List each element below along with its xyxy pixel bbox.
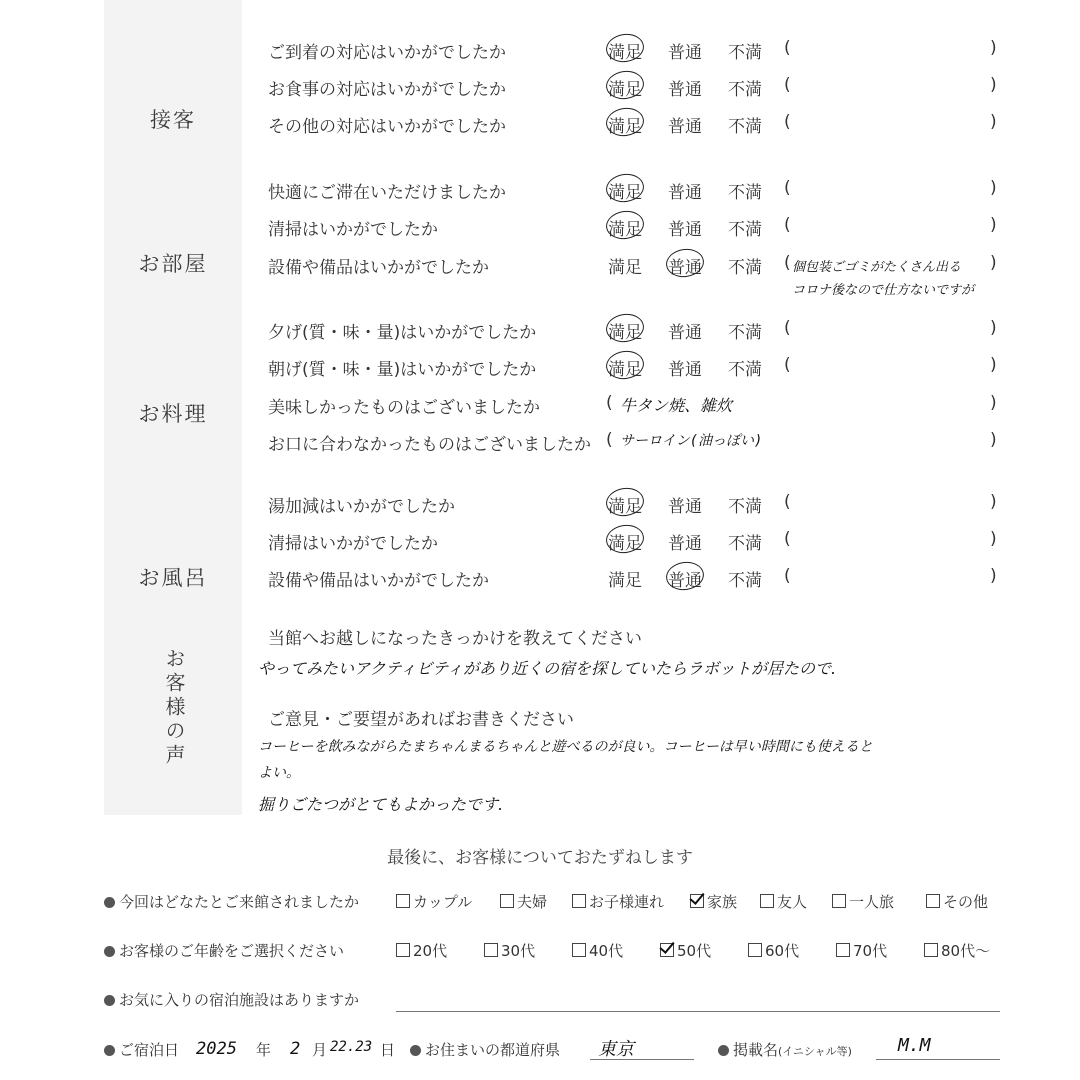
checkbox-icon [396, 894, 410, 908]
checkbox-icon [836, 943, 850, 957]
stay-day-unit: 日 [380, 1041, 396, 1059]
checkbox-icon [832, 894, 846, 908]
option-normal[interactable]: 普通 [668, 80, 702, 100]
choice-friend[interactable]: 友人 [760, 891, 807, 912]
bullet-icon [104, 946, 115, 957]
handwritten-note: 個包装ごゴミがたくさん出る [792, 260, 962, 275]
question-text: 朝げ(質・味・量)はいかがでしたか [268, 360, 537, 380]
stay-day[interactable]: 22.23 [330, 1039, 373, 1055]
age-row [104, 940, 1064, 966]
name-value[interactable]: M.M [898, 1035, 931, 1056]
question-text: その他の対応はいかがでしたか [268, 117, 506, 137]
checkbox-icon [572, 943, 586, 957]
question-row [268, 430, 1008, 458]
question-row [268, 393, 1008, 421]
question-row [268, 318, 1008, 346]
option-dissatisfied[interactable]: 不満 [728, 534, 762, 554]
paren-close: ) [990, 112, 997, 132]
question-text: 設備や備品はいかがでしたか [268, 258, 489, 278]
age-label: お客様のご年齢をご選択ください [104, 940, 344, 961]
question-row [268, 112, 1008, 140]
option-satisfied[interactable]: 満足 [608, 258, 642, 278]
handwritten-opinion: よい。 [258, 765, 300, 781]
option-dissatisfied[interactable]: 不満 [728, 360, 762, 380]
choice-age-40[interactable]: 40代 [572, 940, 623, 961]
question-text: 夕げ(質・味・量)はいかがでしたか [268, 323, 537, 343]
option-normal[interactable]: 普通 [668, 566, 702, 591]
paren-close: ) [990, 75, 997, 95]
question-text: 快適にご滞在いただけましたか [268, 183, 506, 203]
choice-age-30[interactable]: 30代 [484, 940, 535, 961]
option-normal[interactable]: 普通 [668, 183, 702, 203]
companions-row [104, 891, 1064, 917]
handwritten-note: コロナ後なので仕方ないですが [792, 283, 975, 298]
paren-open: ( [606, 393, 613, 413]
stay-year-unit: 年 [256, 1041, 272, 1059]
question-row [268, 492, 1008, 520]
paren-open: ( [784, 215, 791, 235]
question-row [268, 529, 1008, 557]
choice-children[interactable]: お子様連れ [572, 891, 664, 912]
checkbox-icon [484, 943, 498, 957]
bullet-icon [410, 1045, 421, 1056]
option-normal[interactable]: 普通 [668, 43, 702, 63]
option-satisfied[interactable]: 満足 [608, 571, 642, 591]
checkbox-icon [748, 943, 762, 957]
option-satisfied[interactable]: 満足 [608, 38, 642, 63]
checkbox-icon [926, 894, 940, 908]
question-row [268, 178, 1008, 206]
choice-age-70[interactable]: 70代 [836, 940, 887, 961]
question-text: 設備や備品はいかがでしたか [268, 571, 489, 591]
handwritten-answer: サーロイン(油っぽい) [620, 433, 763, 449]
handwritten-opinion: 掘りごたつがとてもよかったです. [258, 795, 504, 814]
option-dissatisfied[interactable]: 不満 [728, 183, 762, 203]
paren-open: ( [784, 75, 791, 95]
stay-month[interactable]: 2 [290, 1039, 301, 1059]
name-label: 掲載名(イニシャル等) [718, 1039, 852, 1060]
paren-close: ) [990, 393, 997, 413]
paren-open: ( [784, 38, 791, 58]
bullet-icon [104, 1045, 115, 1056]
option-normal[interactable]: 普通 [668, 534, 702, 554]
checkbox-checked-icon [660, 943, 674, 957]
option-satisfied[interactable]: 満足 [608, 215, 642, 240]
choice-age-50[interactable]: 50代 [660, 940, 711, 961]
choice-married[interactable]: 夫婦 [500, 891, 547, 912]
question-text: 湯加減はいかがでしたか [268, 497, 455, 517]
bullet-icon [718, 1045, 729, 1056]
paren-open: ( [784, 529, 791, 549]
handwritten-opinion: コーヒーを飲みながらたまちゃんまるちゃんと遊べるのが良い。コーヒーは早い時間にも使えると [258, 739, 873, 755]
paren-close: ) [990, 529, 997, 549]
paren-open: ( [784, 492, 791, 512]
question-row [268, 566, 1008, 594]
option-dissatisfied[interactable]: 不満 [728, 43, 762, 63]
option-dissatisfied[interactable]: 不満 [728, 258, 762, 278]
section-label-reception: 接客 [150, 108, 196, 132]
question-text: ご到着の対応はいかがでしたか [268, 43, 506, 63]
question-text: 清掃はいかがでしたか [268, 534, 438, 554]
question-text: お食事の対応はいかがでしたか [268, 80, 506, 100]
option-normal[interactable]: 普通 [668, 360, 702, 380]
option-satisfied[interactable]: 満足 [608, 318, 642, 343]
choice-age-80[interactable]: 80代～ [924, 940, 990, 961]
checkbox-icon [760, 894, 774, 908]
option-satisfied[interactable]: 満足 [608, 75, 642, 100]
section-label-room: お部屋 [138, 252, 208, 276]
checkbox-icon [924, 943, 938, 957]
bullet-icon [104, 897, 115, 908]
opinion-prompt: ご意見・ご要望があればお書きください [268, 710, 574, 730]
favorite-input[interactable] [396, 991, 1000, 1012]
paren-open: ( [784, 178, 791, 198]
favorite-row [104, 989, 1064, 1015]
name-underline [876, 1039, 1000, 1060]
option-normal[interactable]: 普通 [668, 220, 702, 240]
section-label-meal: お料理 [138, 402, 208, 426]
companions-label: 今回はどなたとご来館されましたか [104, 891, 359, 912]
reason-prompt: 当館へお越しになったきっかけを教えてください [268, 629, 642, 649]
option-dissatisfied[interactable]: 不満 [728, 117, 762, 137]
prefecture-label: お住まいの都道府県 [410, 1039, 560, 1060]
stay-info-row [104, 1035, 1064, 1065]
paren-close: ) [990, 318, 997, 338]
paren-close: ) [990, 566, 997, 586]
choice-age-60[interactable]: 60代 [748, 940, 799, 961]
option-satisfied[interactable]: 満足 [608, 355, 642, 380]
option-satisfied[interactable]: 満足 [608, 112, 642, 137]
paren-close: ) [990, 215, 997, 235]
handwritten-answer: 牛タン焼、雑炊 [620, 396, 733, 415]
checkbox-icon [500, 894, 514, 908]
paren-close: ) [990, 355, 997, 375]
paren-close: ) [990, 253, 997, 273]
paren-close: ) [990, 38, 997, 58]
question-row [268, 355, 1008, 383]
paren-close: ) [990, 492, 997, 512]
question-text: お口に合わなかったものはございましたか [268, 435, 591, 455]
question-text: 清掃はいかがでしたか [268, 220, 438, 240]
paren-open: ( [784, 566, 791, 586]
paren-open: ( [784, 112, 791, 132]
paren-open: ( [784, 253, 791, 273]
stay-date-label: ご宿泊日 [104, 1039, 179, 1060]
question-row [268, 75, 1008, 103]
option-normal[interactable]: 普通 [668, 323, 702, 343]
option-satisfied[interactable]: 満足 [608, 529, 642, 554]
option-normal[interactable]: 普通 [668, 253, 702, 278]
choice-other[interactable]: その他 [926, 891, 988, 912]
choice-family[interactable]: 家族 [690, 891, 737, 912]
option-dissatisfied[interactable]: 不満 [728, 497, 762, 517]
option-satisfied[interactable]: 満足 [608, 492, 642, 517]
stay-month-unit: 月 [312, 1041, 328, 1059]
prefecture-value[interactable]: 東京 [598, 1039, 634, 1060]
paren-open: ( [606, 430, 613, 450]
option-dissatisfied[interactable]: 不満 [728, 220, 762, 240]
handwritten-reason: やってみたいアクティビティがあり近くの宿を探していたらラボットが居たので. [258, 659, 837, 678]
option-normal[interactable]: 普通 [668, 117, 702, 137]
choice-age-20[interactable]: 20代 [396, 940, 447, 961]
choice-solo[interactable]: 一人旅 [832, 891, 894, 912]
paren-close: ) [990, 430, 997, 450]
paren-close: ) [990, 178, 997, 198]
option-normal[interactable]: 普通 [668, 497, 702, 517]
option-dissatisfied[interactable]: 不満 [728, 323, 762, 343]
section-label-bath: お風呂 [138, 566, 208, 590]
checkbox-checked-icon [690, 894, 704, 908]
paren-open: ( [784, 355, 791, 375]
stay-year[interactable]: 2025 [196, 1039, 237, 1059]
bullet-icon [104, 995, 115, 1006]
favorite-label: お気に入りの宿泊施設はありますか [104, 989, 359, 1010]
final-section-title: 最後に、お客様についておたずねします [387, 848, 693, 868]
question-row [268, 38, 1008, 66]
option-satisfied[interactable]: 満足 [608, 178, 642, 203]
question-row [268, 215, 1008, 243]
option-dissatisfied[interactable]: 不満 [728, 571, 762, 591]
paren-open: ( [784, 318, 791, 338]
section-label-voice: お客様の声 [162, 648, 186, 768]
checkbox-icon [396, 943, 410, 957]
option-dissatisfied[interactable]: 不満 [728, 80, 762, 100]
question-text: 美味しかったものはございましたか [268, 398, 540, 418]
checkbox-icon [572, 894, 586, 908]
choice-couple[interactable]: カップル [396, 891, 472, 912]
